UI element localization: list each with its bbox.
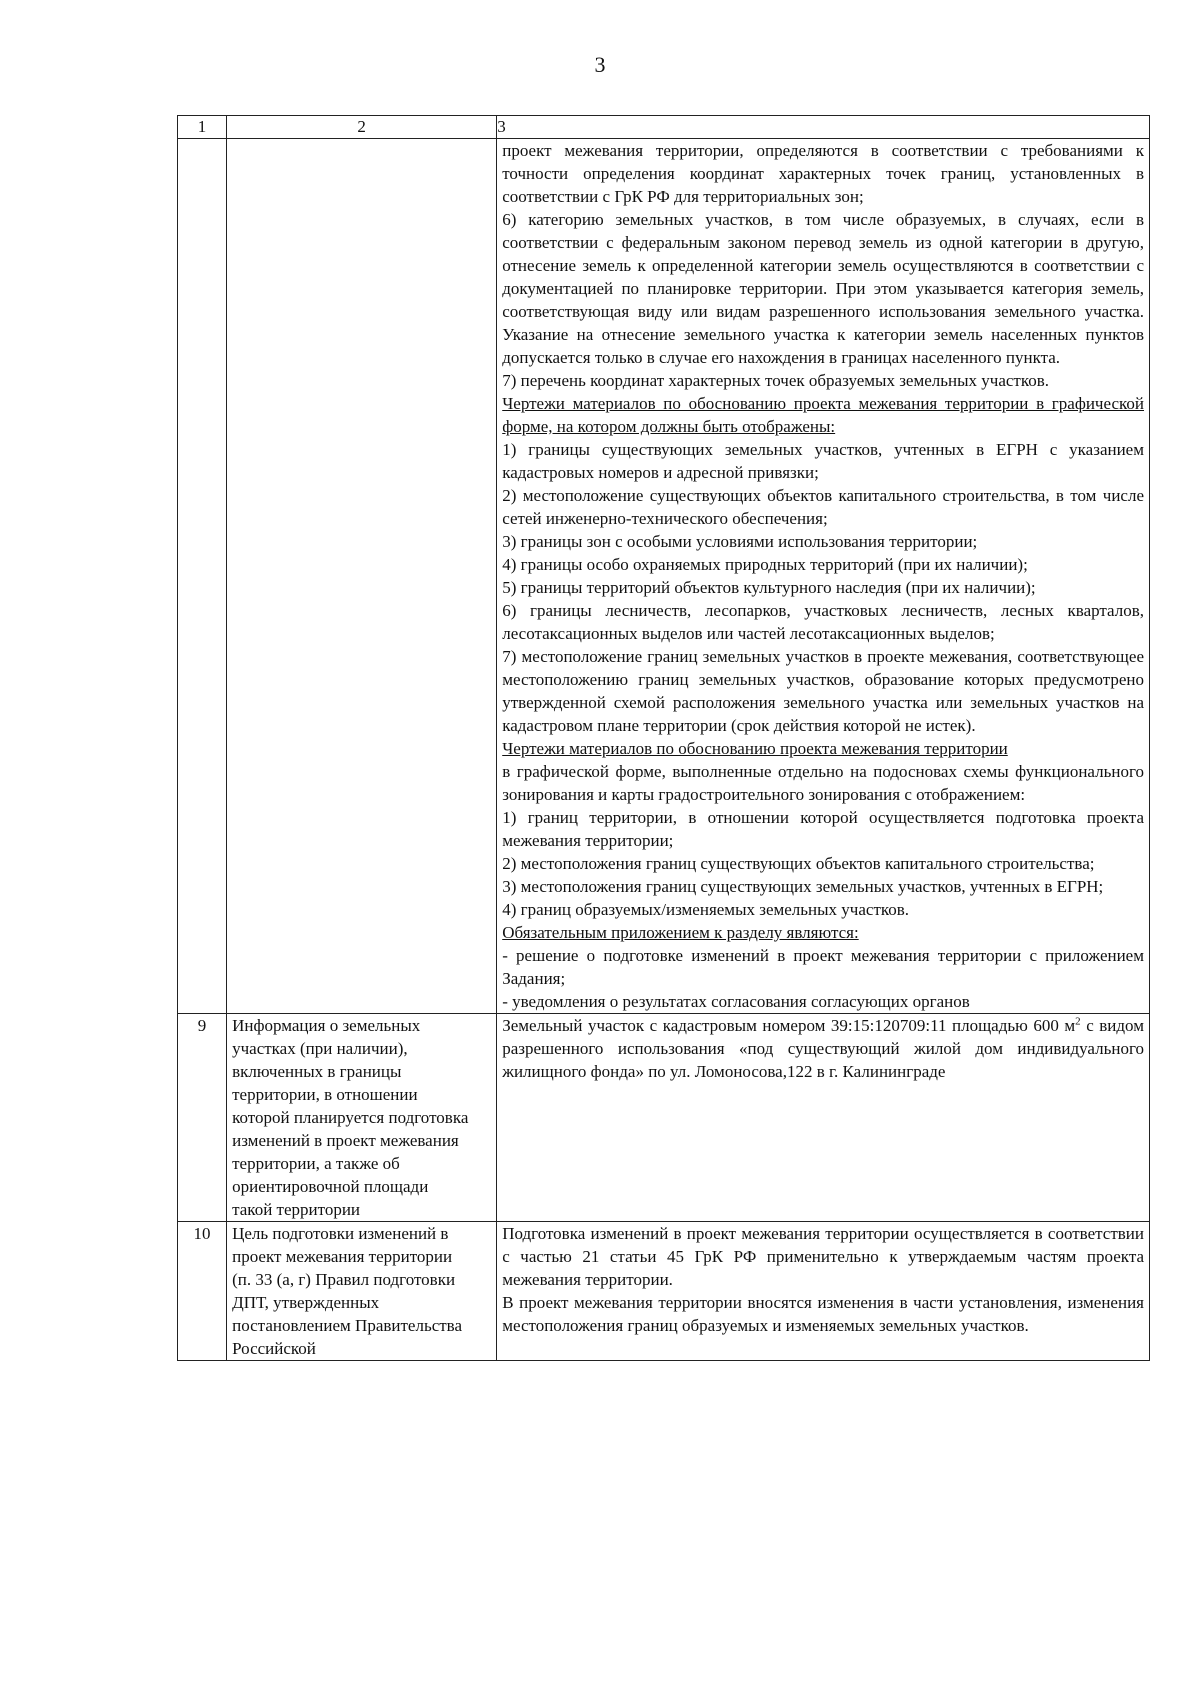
row-continued-number [178, 139, 227, 1014]
paragraph: 7) перечень координат характерных точек образуемых земельных участков. [502, 371, 1050, 390]
paragraph: проект межевания территории, определяются в соответствии с требованиями к точности определения координат характерных точек границ, установленных в соответствии с ГрК РФ для территориальных зон; [502, 141, 1144, 206]
paragraph: 3) границы зон с особыми условиями использования территории; [502, 532, 978, 551]
paragraph: 6) категорию земельных участков, в том числе образуемых, в случаях, если в соответствии с федеральным законом перевод земель из одной категории в другую, отнесение земель к определенной категории земель осуществляются в соответствии с документацией по планировке территории. При этом указывается категория земель, соответствующая виду или видам разрешенного использования земельного участка. Указание на отнесение земельного участка к категории земель населенных пунктов допускается только в случае его нахождения в границах населенного пункта. [502, 210, 1144, 367]
paragraph: в графической форме, выполненные отдельно на подосновах схемы функционального зонирования и карты градостроительного зонирования с отображением: [502, 762, 1144, 804]
row-continued-label [227, 139, 497, 1014]
row-10-label: Цель подготовки изменений в проект межевания территории (п. 33 (а, г) Правил подготовки ДПТ, утвержденных постановлением Правительства Российской [232, 1224, 463, 1358]
paragraph: - решение о подготовке изменений в проект межевания территории с приложением Задания; [502, 946, 1144, 988]
header-col-2: 2 [227, 116, 497, 139]
land-plot-text-cont: с видом разрешенного использования «под существующий жилой дом индивидуального жилищного фонда» по ул. Ломоносова,122 в г. Калининграде [502, 1016, 1144, 1081]
underlined-heading: Обязательным приложением к разделу являются: [502, 923, 859, 942]
row-9-label: Информация о земельных участках (при наличии), включенных в границы территории, в отношении которой планируется подготовка изменений в проект межевания территории, а также об ориентировочной площади такой территории [232, 1016, 469, 1219]
row-9-label-cell [227, 1014, 497, 1222]
row-9-content [497, 1014, 1150, 1222]
paragraph: Подготовка изменений в проект межевания территории осуществляется в соответствии с частью 21 статьи 45 ГрК РФ применительно к утверждаемым частям проекта межевания территории. [502, 1224, 1144, 1289]
paragraph [502, 1014, 1144, 1083]
paragraph: 5) границы территорий объектов культурного наследия (при их наличии); [502, 578, 1036, 597]
paragraph: 4) границ образуемых/изменяемых земельных участков. [502, 900, 910, 919]
paragraph: 6) границы лесничеств, лесопарков, участковых лесничеств, лесных кварталов, лесотаксационных выделов или частей лесотаксационных выделов; [502, 601, 1144, 643]
assignment-table [177, 115, 1150, 1361]
row-10-number: 10 [178, 1222, 227, 1361]
underlined-heading: Чертежи материалов по обоснованию проекта межевания территории [502, 739, 1008, 758]
row-10-label-cell [227, 1222, 497, 1361]
paragraph: 4) границы особо охраняемых природных территорий (при их наличии); [502, 555, 1028, 574]
page-number: 3 [594, 52, 606, 77]
table-row-9 [178, 1014, 1150, 1222]
land-plot-text: Земельный участок с кадастровым номером 39:15:120709:11 площадью 600 м [502, 1016, 1076, 1035]
paragraph: 2) местоположения границ существующих объектов капитального строительства; [502, 854, 1095, 873]
header-col-1: 1 [178, 116, 227, 139]
underlined-heading: Чертежи материалов по обоснованию проекта межевания территории в графической форме, на котором должны быть отображены: [502, 394, 1144, 436]
paragraph: 1) границы существующих земельных участков, учтенных в ЕГРН с указанием кадастровых номеров и адресной привязки; [502, 440, 1144, 482]
header-col-3: 3 [497, 116, 1150, 139]
superscript: 2 [1075, 1015, 1081, 1028]
row-9-number: 9 [178, 1014, 227, 1222]
row-10-content [497, 1222, 1150, 1361]
table-header-row [178, 116, 1150, 139]
paragraph: - уведомления о результатах согласования согласующих органов [502, 992, 970, 1011]
paragraph: 2) местоположение существующих объектов капитального строительства, в том числе сетей инженерно-технического обеспечения; [502, 486, 1144, 528]
paragraph: 1) границ территории, в отношении которой осуществляется подготовка проекта межевания территории; [502, 808, 1144, 850]
row-continued-content [497, 139, 1150, 1014]
paragraph: В проект межевания территории вносятся изменения в части установления, изменения местоположения границ образуемых и изменяемых земельных участков. [502, 1293, 1144, 1335]
table-row-10 [178, 1222, 1150, 1361]
paragraph: 7) местоположение границ земельных участков в проекте межевания, соответствующее местоположению границ земельных участков, образование которых предусмотрено утвержденной схемой расположения земельного участка или земельных участков на кадастровом плане территории (срок действия которой не истек). [502, 647, 1144, 735]
table-row-continued [178, 139, 1150, 1014]
paragraph: 3) местоположения границ существующих земельных участков, учтенных в ЕГРН; [502, 877, 1104, 896]
